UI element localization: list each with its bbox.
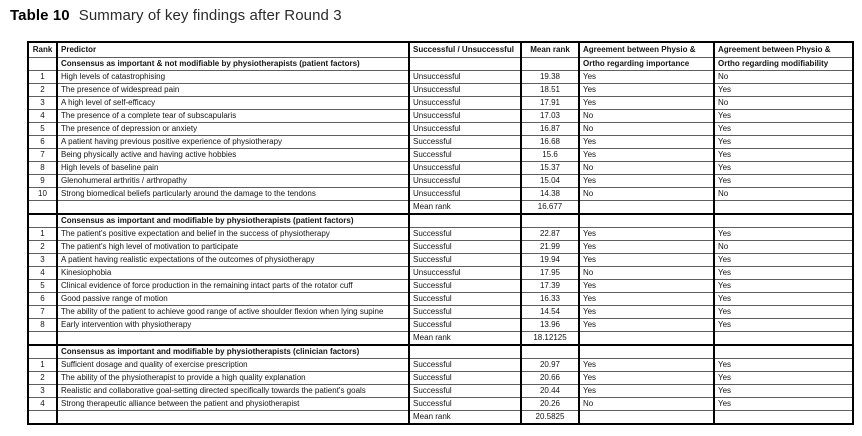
cell-agreement-importance: No — [579, 188, 714, 201]
col-header-agreement-modifiability-line2 — [714, 345, 853, 359]
cell-predictor: Realistic and collaborative goal-setting directed specifically towards the patient's goals — [57, 385, 409, 398]
section-title: Consensus as important & not modifiable by physiotherapists (patient factors) — [57, 58, 409, 71]
cell-mean-rank — [521, 214, 579, 228]
cell-agreement-modifiability: Yes — [714, 254, 853, 267]
mean-rank-summary-row — [28, 332, 853, 346]
cell-agreement-importance: Yes — [579, 254, 714, 267]
cell-outcome: Successful — [409, 398, 521, 411]
cell-agreement-modifiability: Yes — [714, 175, 853, 188]
cell-outcome: Unsuccessful — [409, 123, 521, 136]
cell-predictor: A high level of self-efficacy — [57, 97, 409, 110]
cell-rank — [28, 201, 57, 215]
cell-mean-rank: 15.6 — [521, 149, 579, 162]
cell-outcome: Unsuccessful — [409, 97, 521, 110]
cell-agreement-importance — [579, 332, 714, 346]
cell-agreement-modifiability: No — [714, 188, 853, 201]
section-title: Consensus as important and modifiable by physiotherapists (patient factors) — [57, 214, 409, 228]
cell-agreement-modifiability: Yes — [714, 123, 853, 136]
findings-table — [27, 41, 854, 425]
table-row — [28, 188, 853, 201]
cell-mean-rank: 16.33 — [521, 293, 579, 306]
cell-rank: 3 — [28, 97, 57, 110]
cell-mean-rank — [521, 345, 579, 359]
cell-agreement-modifiability: Yes — [714, 372, 853, 385]
cell-rank: 8 — [28, 319, 57, 332]
cell-rank: 4 — [28, 267, 57, 280]
section-header-row — [28, 58, 853, 71]
mean-rank-label: Mean rank — [409, 332, 521, 346]
cell-agreement-importance: Yes — [579, 293, 714, 306]
table-row — [28, 97, 853, 110]
cell-outcome: Successful — [409, 228, 521, 241]
cell-outcome: Unsuccessful — [409, 267, 521, 280]
cell-agreement-importance: Yes — [579, 175, 714, 188]
cell-mean-rank — [521, 58, 579, 71]
cell-predictor: High levels of catastrophising — [57, 71, 409, 84]
cell-agreement-modifiability: Yes — [714, 398, 853, 411]
cell-rank: 4 — [28, 110, 57, 123]
table-row — [28, 293, 853, 306]
mean-rank-value: 18.12125 — [521, 332, 579, 346]
cell-agreement-importance: No — [579, 162, 714, 175]
cell-agreement-modifiability: Yes — [714, 306, 853, 319]
cell-outcome: Successful — [409, 293, 521, 306]
cell-mean-rank: 20.44 — [521, 385, 579, 398]
cell-mean-rank: 18.51 — [521, 84, 579, 97]
cell-outcome: Successful — [409, 241, 521, 254]
cell-agreement-modifiability — [714, 411, 853, 425]
cell-agreement-importance: Yes — [579, 385, 714, 398]
col-header-mean-rank: Mean rank — [521, 42, 579, 58]
cell-rank: 9 — [28, 175, 57, 188]
cell-outcome: Successful — [409, 254, 521, 267]
table-row — [28, 162, 853, 175]
cell-outcome: Successful — [409, 385, 521, 398]
col-header-agreement-modifiability-line2 — [714, 214, 853, 228]
cell-mean-rank: 17.39 — [521, 280, 579, 293]
section-header-row — [28, 214, 853, 228]
cell-predictor: The presence of depression or anxiety — [57, 123, 409, 136]
table-row — [28, 149, 853, 162]
cell-predictor: The patient's positive expectation and belief in the success of physiotherapy — [57, 228, 409, 241]
cell-predictor: A patient having previous positive experience of physiotherapy — [57, 136, 409, 149]
cell-outcome: Unsuccessful — [409, 71, 521, 84]
cell-agreement-modifiability: Yes — [714, 293, 853, 306]
cell-agreement-importance: Yes — [579, 149, 714, 162]
cell-mean-rank: 16.87 — [521, 123, 579, 136]
cell-agreement-importance: Yes — [579, 136, 714, 149]
table-row — [28, 84, 853, 97]
col-header-agreement-importance-line2: Ortho regarding importance — [579, 58, 714, 71]
table-row — [28, 71, 853, 84]
table-row — [28, 319, 853, 332]
cell-predictor — [57, 201, 409, 215]
table-body — [28, 42, 853, 424]
cell-mean-rank: 17.91 — [521, 97, 579, 110]
cell-agreement-modifiability: No — [714, 241, 853, 254]
cell-agreement-importance: Yes — [579, 241, 714, 254]
cell-predictor: A patient having realistic expectations of the outcomes of physiotherapy — [57, 254, 409, 267]
cell-rank: 2 — [28, 372, 57, 385]
cell-rank: 1 — [28, 228, 57, 241]
cell-agreement-modifiability: Yes — [714, 228, 853, 241]
cell-rank — [28, 332, 57, 346]
cell-mean-rank: 14.38 — [521, 188, 579, 201]
mean-rank-value: 16.677 — [521, 201, 579, 215]
cell-predictor: Strong therapeutic alliance between the patient and physiotherapist — [57, 398, 409, 411]
cell-agreement-importance — [579, 411, 714, 425]
cell-rank: 3 — [28, 385, 57, 398]
cell-agreement-importance: No — [579, 123, 714, 136]
cell-agreement-modifiability: Yes — [714, 319, 853, 332]
cell-agreement-importance: Yes — [579, 97, 714, 110]
cell-agreement-modifiability — [714, 201, 853, 215]
cell-predictor: High levels of baseline pain — [57, 162, 409, 175]
cell-outcome — [409, 214, 521, 228]
cell-mean-rank: 17.95 — [521, 267, 579, 280]
table-row — [28, 372, 853, 385]
cell-mean-rank: 15.04 — [521, 175, 579, 188]
section-title: Consensus as important and modifiable by physiotherapists (clinician factors) — [57, 345, 409, 359]
col-header-rank: Rank — [28, 42, 57, 58]
table-row — [28, 267, 853, 280]
col-header-agreement-importance: Agreement between Physio & — [579, 42, 714, 58]
cell-outcome: Successful — [409, 319, 521, 332]
col-header-agreement-importance-line2 — [579, 214, 714, 228]
cell-agreement-importance: Yes — [579, 71, 714, 84]
table-caption-text: Summary of key findings after Round 3 — [78, 7, 342, 24]
cell-predictor: The patient's high level of motivation to participate — [57, 241, 409, 254]
cell-mean-rank: 19.38 — [521, 71, 579, 84]
cell-outcome: Successful — [409, 359, 521, 372]
table-row — [28, 241, 853, 254]
cell-agreement-modifiability: Yes — [714, 162, 853, 175]
table-row — [28, 136, 853, 149]
cell-predictor: The ability of the patient to achieve good range of active shoulder flexion when lying supine — [57, 306, 409, 319]
cell-predictor: Being physically active and having active hobbies — [57, 149, 409, 162]
cell-outcome: Unsuccessful — [409, 110, 521, 123]
table-row — [28, 228, 853, 241]
mean-rank-summary-row — [28, 411, 853, 425]
cell-mean-rank: 19.94 — [521, 254, 579, 267]
cell-agreement-modifiability: No — [714, 97, 853, 110]
cell-agreement-modifiability: No — [714, 71, 853, 84]
table-row — [28, 123, 853, 136]
cell-mean-rank: 20.97 — [521, 359, 579, 372]
cell-agreement-modifiability: Yes — [714, 136, 853, 149]
cell-agreement-importance: Yes — [579, 228, 714, 241]
col-header-predictor: Predictor — [57, 42, 409, 58]
cell-predictor: The presence of a complete tear of subscapularis — [57, 110, 409, 123]
cell-outcome: Successful — [409, 306, 521, 319]
cell-rank — [28, 411, 57, 425]
cell-agreement-modifiability: Yes — [714, 149, 853, 162]
table-row — [28, 175, 853, 188]
cell-rank: 2 — [28, 241, 57, 254]
mean-rank-label: Mean rank — [409, 411, 521, 425]
cell-predictor: Clinical evidence of force production in the remaining intact parts of the rotator cuff — [57, 280, 409, 293]
cell-agreement-importance — [579, 201, 714, 215]
table-row — [28, 110, 853, 123]
cell-outcome: Unsuccessful — [409, 175, 521, 188]
cell-rank: 8 — [28, 162, 57, 175]
cell-rank: 7 — [28, 149, 57, 162]
cell-predictor — [57, 332, 409, 346]
cell-mean-rank: 14.54 — [521, 306, 579, 319]
cell-agreement-modifiability: Yes — [714, 359, 853, 372]
cell-outcome — [409, 58, 521, 71]
cell-agreement-importance: No — [579, 398, 714, 411]
table-row — [28, 385, 853, 398]
mean-rank-value: 20.5825 — [521, 411, 579, 425]
cell-agreement-importance: Yes — [579, 319, 714, 332]
cell-outcome: Successful — [409, 372, 521, 385]
cell-mean-rank: 20.66 — [521, 372, 579, 385]
table-row — [28, 359, 853, 372]
cell-agreement-modifiability: Yes — [714, 267, 853, 280]
cell-outcome: Successful — [409, 136, 521, 149]
cell-agreement-importance: Yes — [579, 306, 714, 319]
cell-predictor: Strong biomedical beliefs particularly around the damage to the tendons — [57, 188, 409, 201]
cell-rank: 4 — [28, 398, 57, 411]
cell-predictor: Glenohumeral arthritis / arthropathy — [57, 175, 409, 188]
cell-rank: 6 — [28, 136, 57, 149]
section-header-row — [28, 345, 853, 359]
cell-agreement-modifiability: Yes — [714, 385, 853, 398]
col-header-outcome: Successful / Unsuccessful — [409, 42, 521, 58]
cell-outcome: Unsuccessful — [409, 84, 521, 97]
cell-mean-rank: 15.37 — [521, 162, 579, 175]
col-header-agreement-modifiability-line2: Ortho regarding modifiability — [714, 58, 853, 71]
cell-mean-rank: 22.87 — [521, 228, 579, 241]
cell-rank — [28, 345, 57, 359]
cell-agreement-importance: No — [579, 267, 714, 280]
cell-agreement-importance: Yes — [579, 359, 714, 372]
cell-rank — [28, 214, 57, 228]
cell-rank: 3 — [28, 254, 57, 267]
cell-agreement-modifiability: Yes — [714, 110, 853, 123]
cell-predictor — [57, 411, 409, 425]
cell-predictor: Good passive range of motion — [57, 293, 409, 306]
cell-mean-rank: 16.68 — [521, 136, 579, 149]
table-caption — [10, 6, 342, 26]
cell-predictor: Sufficient dosage and quality of exercise prescription — [57, 359, 409, 372]
cell-rank: 1 — [28, 359, 57, 372]
cell-outcome — [409, 345, 521, 359]
cell-rank — [28, 58, 57, 71]
cell-rank: 7 — [28, 306, 57, 319]
header-row — [28, 42, 853, 58]
cell-agreement-importance: Yes — [579, 372, 714, 385]
cell-predictor: The presence of widespread pain — [57, 84, 409, 97]
cell-mean-rank: 21.99 — [521, 241, 579, 254]
cell-agreement-importance: Yes — [579, 280, 714, 293]
cell-agreement-importance: Yes — [579, 84, 714, 97]
table-row — [28, 398, 853, 411]
cell-agreement-modifiability: Yes — [714, 84, 853, 97]
cell-outcome: Successful — [409, 149, 521, 162]
cell-agreement-modifiability: Yes — [714, 280, 853, 293]
cell-mean-rank: 13.96 — [521, 319, 579, 332]
col-header-agreement-importance-line2 — [579, 345, 714, 359]
cell-rank: 2 — [28, 84, 57, 97]
cell-outcome: Unsuccessful — [409, 162, 521, 175]
col-header-agreement-modifiability: Agreement between Physio & — [714, 42, 853, 58]
cell-rank: 5 — [28, 280, 57, 293]
cell-outcome: Successful — [409, 280, 521, 293]
cell-rank: 6 — [28, 293, 57, 306]
cell-mean-rank: 17.03 — [521, 110, 579, 123]
mean-rank-summary-row — [28, 201, 853, 215]
table-caption-label: Table 10 — [10, 7, 70, 24]
cell-agreement-modifiability — [714, 332, 853, 346]
mean-rank-label: Mean rank — [409, 201, 521, 215]
cell-rank: 5 — [28, 123, 57, 136]
cell-predictor: Kinesiophobia — [57, 267, 409, 280]
cell-agreement-importance: No — [579, 110, 714, 123]
cell-rank: 10 — [28, 188, 57, 201]
cell-mean-rank: 20.26 — [521, 398, 579, 411]
cell-predictor: Early intervention with physiotherapy — [57, 319, 409, 332]
cell-rank: 1 — [28, 71, 57, 84]
cell-outcome: Unsuccessful — [409, 188, 521, 201]
table-row — [28, 280, 853, 293]
table-row — [28, 254, 853, 267]
table-row — [28, 306, 853, 319]
cell-predictor: The ability of the physiotherapist to provide a high quality explanation — [57, 372, 409, 385]
